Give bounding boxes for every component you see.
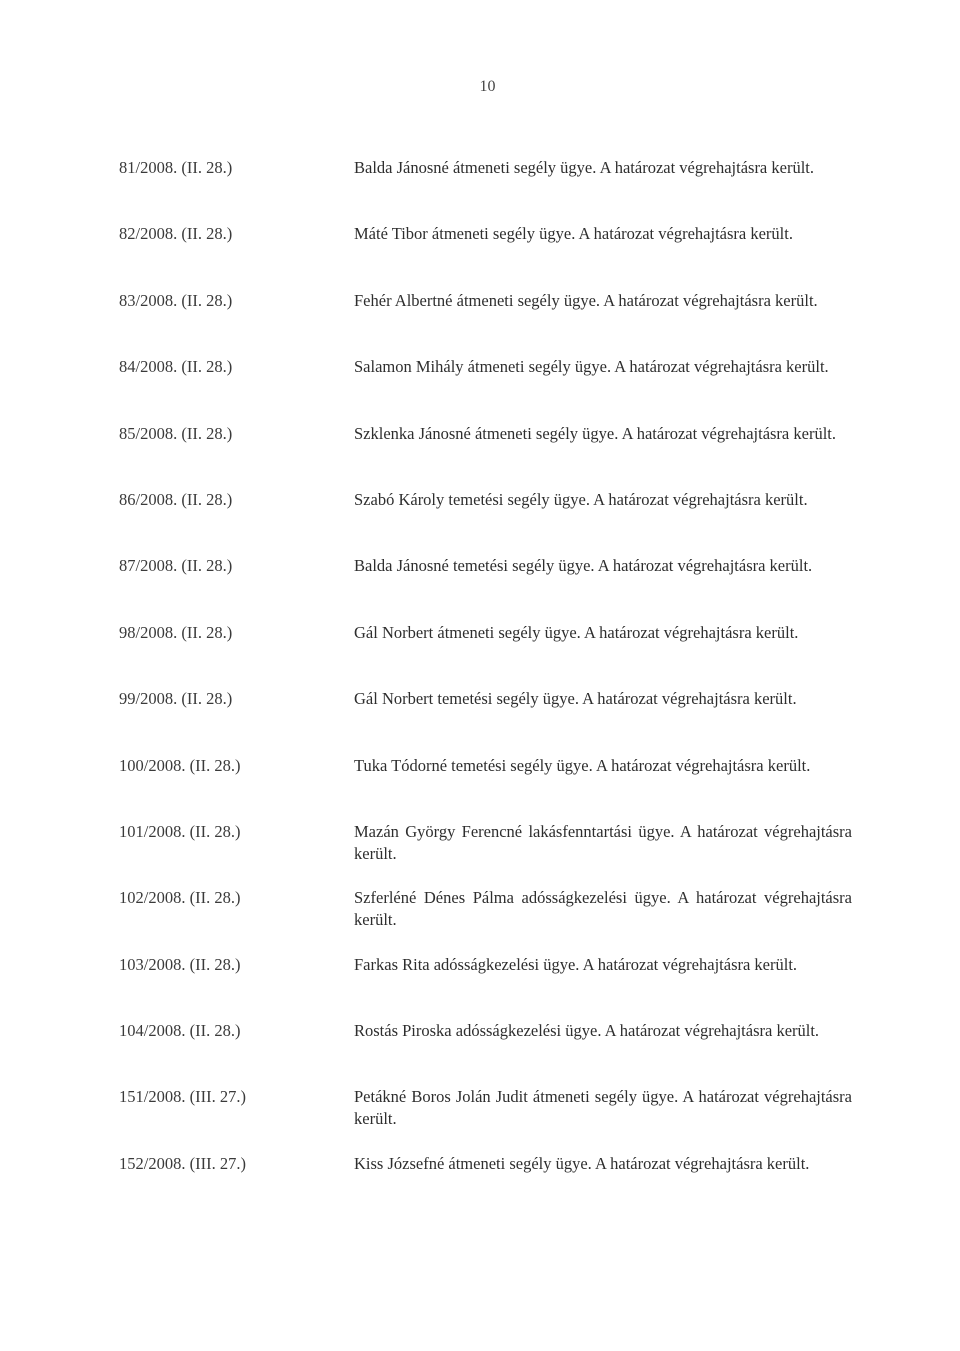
resolution-number: 102/2008. (II. 28.): [119, 888, 241, 908]
list-item: [0, 356, 960, 422]
list-item: [0, 755, 960, 821]
list-item: [0, 622, 960, 688]
resolution-description: Gál Norbert átmeneti segély ügye. A határozat végrehajtásra került.: [354, 622, 799, 642]
resolution-number: 83/2008. (II. 28.): [119, 290, 233, 310]
resolution-description: Szferléné Dénes Pálma adósságkezelési ügye. A határozat végrehajtásra került.: [354, 888, 852, 930]
resolution-description: Gál Norbert temetési segély ügye. A határozat végrehajtásra került.: [354, 689, 797, 709]
list-item: [0, 1020, 960, 1086]
resolution-description: Salamon Mihály átmeneti segély ügye. A határozat végrehajtásra került.: [354, 357, 829, 377]
resolution-number: 101/2008. (II. 28.): [119, 821, 241, 841]
resolution-number: 81/2008. (II. 28.): [119, 158, 233, 177]
resolution-number: 99/2008. (II. 28.): [119, 689, 233, 709]
list-item: [0, 489, 960, 555]
resolution-description: Szklenka Jánosné átmeneti segély ügye. A határozat végrehajtásra került.: [354, 423, 836, 443]
list-item: [0, 688, 960, 754]
list-item: [0, 954, 960, 1020]
resolution-description: Kiss Józsefné átmeneti segély ügye. A határozat végrehajtásra került.: [354, 1153, 810, 1173]
list-item: [0, 1086, 960, 1152]
resolution-number: 104/2008. (II. 28.): [119, 1021, 241, 1041]
resolution-description: Máté Tibor átmeneti segély ügye. A határozat végrehajtásra került.: [354, 224, 793, 244]
resolution-number: 85/2008. (II. 28.): [119, 423, 233, 443]
page-number: 10: [479, 78, 496, 95]
resolution-number: 100/2008. (II. 28.): [119, 755, 241, 775]
list-item: [0, 555, 960, 621]
resolution-description: Mazán György Ferencné lakásfenntartási ügye. A határozat végrehajtásra került.: [354, 821, 852, 863]
list-item: [0, 157, 960, 223]
resolution-description: Tuka Tódorné temetési segély ügye. A határozat végrehajtásra került.: [354, 755, 811, 775]
resolution-description: Balda Jánosné temetési segély ügye. A határozat végrehajtásra került.: [354, 556, 813, 576]
resolution-list: [0, 157, 960, 1219]
resolution-description: Farkas Rita adósságkezelési ügye. A határozat végrehajtásra került.: [354, 954, 798, 974]
resolution-number: 86/2008. (II. 28.): [119, 489, 233, 509]
resolution-number: 103/2008. (II. 28.): [119, 954, 241, 974]
resolution-description: Rostás Piroska adósságkezelési ügye. A határozat végrehajtásra került.: [354, 1021, 820, 1041]
resolution-number: 151/2008. (III. 27.): [119, 1087, 246, 1107]
list-item: [0, 1153, 960, 1219]
list-item: [0, 821, 960, 887]
resolution-number: 82/2008. (II. 28.): [119, 224, 233, 244]
resolution-number: 152/2008. (III. 27.): [119, 1153, 246, 1173]
resolution-number: 84/2008. (II. 28.): [119, 357, 233, 377]
list-item: [0, 223, 960, 289]
list-item: [0, 887, 960, 953]
resolution-description: Petákné Boros Jolán Judit átmeneti segély ügye. A határozat végrehajtásra került.: [354, 1087, 852, 1129]
resolution-number: 87/2008. (II. 28.): [119, 556, 233, 576]
resolution-description: Fehér Albertné átmeneti segély ügye. A határozat végrehajtásra került.: [354, 290, 818, 310]
list-item: [0, 423, 960, 489]
resolution-number: 98/2008. (II. 28.): [119, 622, 233, 642]
list-item: [0, 290, 960, 356]
resolution-description: Balda Jánosné átmeneti segély ügye. A határozat végrehajtásra került.: [354, 158, 814, 177]
resolution-description: Szabó Károly temetési segély ügye. A határozat végrehajtásra került.: [354, 489, 808, 509]
